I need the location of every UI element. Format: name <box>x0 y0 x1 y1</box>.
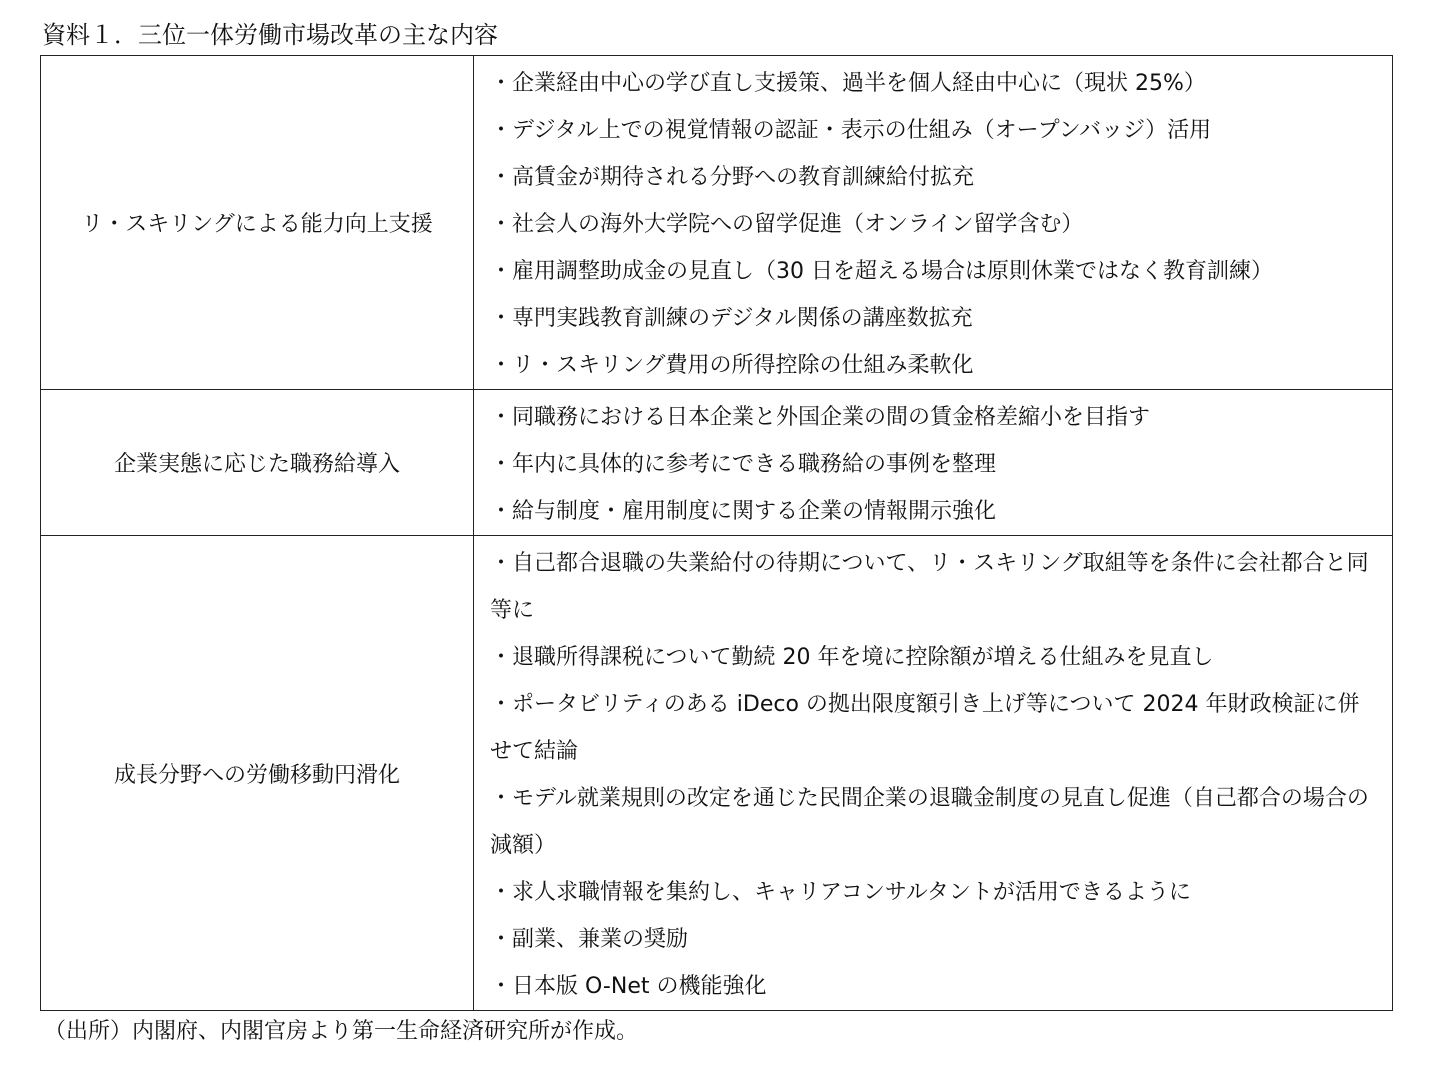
list-item: ・モデル就業規則の改定を通じた民間企業の退職金制度の見直し促進（自己都合の場合の減額） <box>490 786 1369 858</box>
table-row <box>41 536 1393 1011</box>
list-item: ・企業経由中心の学び直し支援策、過半を個人経由中心に（現状 25%） <box>490 71 1206 96</box>
table-row <box>41 56 1393 390</box>
list-item: ・同職務における日本企業と外国企業の間の賃金格差縮小を目指す <box>490 405 1151 430</box>
row-items <box>474 536 1393 1011</box>
table-row <box>41 390 1393 536</box>
list-item: ・高賃金が期待される分野への教育訓練給付拡充 <box>490 165 975 190</box>
list-item: ・ポータビリティのある iDeco の拠出限度額引き上げ等について 2024 年財政検証に併せて結論 <box>490 692 1360 764</box>
list-item: ・副業、兼業の奨励 <box>490 927 689 952</box>
document-title: 資料１．三位一体労働市場改革の主な内容 <box>42 21 498 49</box>
list-item: ・日本版 O-Net の機能強化 <box>490 974 767 999</box>
list-item: ・年内に具体的に参考にできる職務給の事例を整理 <box>490 452 997 477</box>
list-item: ・退職所得課税について勤続 20 年を境に控除額が増える仕組みを見直し <box>490 645 1214 670</box>
list-item: ・雇用調整助成金の見直し（30 日を超える場合は原則休業ではなく教育訓練） <box>490 259 1273 284</box>
list-item: ・給与制度・雇用制度に関する企業の情報開示強化 <box>490 499 997 524</box>
list-item: ・デジタル上での視覚情報の認証・表示の仕組み（オープンバッジ）活用 <box>490 118 1212 143</box>
list-item: ・リ・スキリング費用の所得控除の仕組み柔軟化 <box>490 353 974 378</box>
list-item: ・専門実践教育訓練のデジタル関係の講座数拡充 <box>490 306 973 331</box>
reform-table <box>40 55 1393 1011</box>
row-label: 企業実態に応じた職務給導入 <box>41 390 474 536</box>
list-item: ・社会人の海外大学院への留学促進（オンライン留学含む） <box>490 212 1084 237</box>
row-items <box>474 390 1393 536</box>
row-label: 成長分野への労働移動円滑化 <box>41 536 474 1011</box>
list-item: ・求人求職情報を集約し、キャリアコンサルタントが活用できるように <box>490 880 1191 905</box>
row-items <box>474 56 1393 390</box>
row-label: リ・スキリングによる能力向上支援 <box>41 56 474 390</box>
list-item: ・自己都合退職の失業給付の待期について、リ・スキリング取組等を条件に会社都合と同等に <box>490 551 1369 623</box>
source-note: （出所）内閣府、内閣官房より第一生命経済研究所が作成。 <box>44 1019 639 1044</box>
